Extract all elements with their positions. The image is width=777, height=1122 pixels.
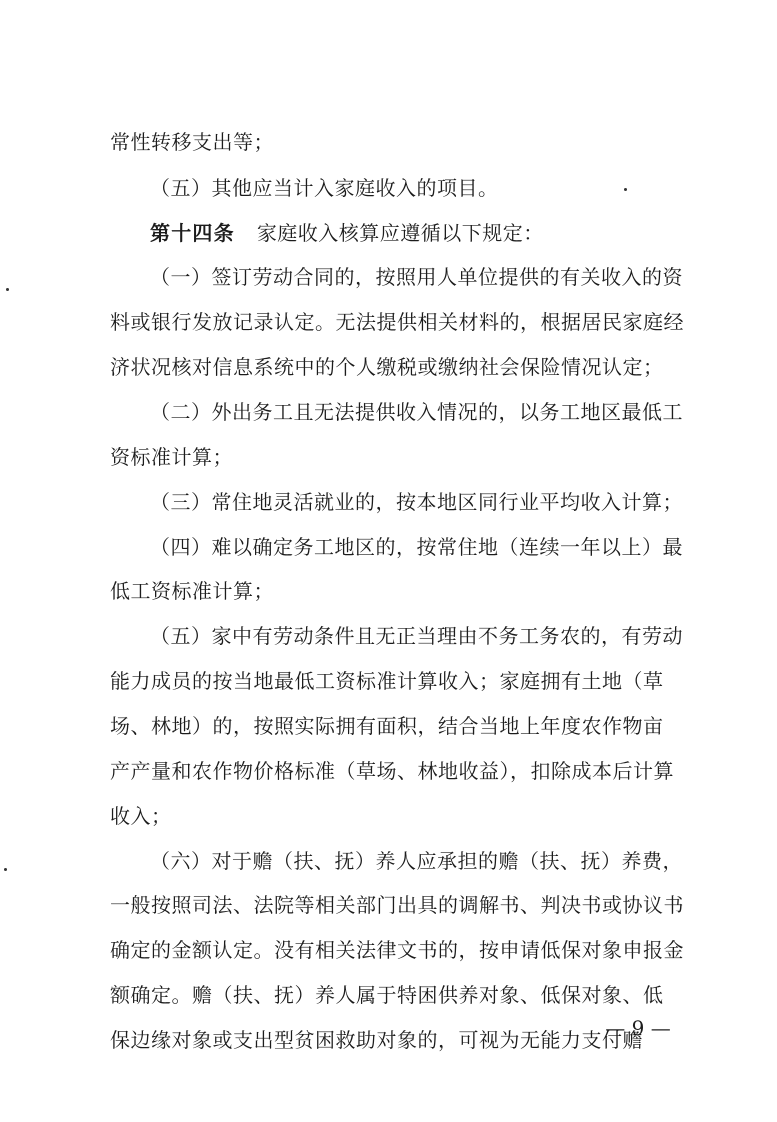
text-line: （五）家中有劳动条件且无正当理由不务工务农的，有劳动 <box>150 624 683 648</box>
text-line: 场、林地）的，按照实际拥有面积，结合当地上年度农作物亩 <box>110 714 664 738</box>
article-number: 第十四条 <box>150 221 235 245</box>
text-line: （三）常住地灵活就业的，按本地区同行业平均收入计算； <box>150 490 683 514</box>
scan-speck <box>4 868 7 871</box>
article-heading-text: 家庭收入核算应遵循以下规定： <box>256 221 544 245</box>
text-line: 一般按照司法、法院等相关部门出具的调解书、判决书或协议书 <box>110 893 684 917</box>
text-line: 济状况核对信息系统中的个人缴税或缴纳社会保险情况认定； <box>110 355 664 379</box>
text-line: （二）外出务工且无法提供收入情况的，以务工地区最低工 <box>150 400 683 424</box>
text-line: （四）难以确定务工地区的，按常住地（连续一年以上）最 <box>150 535 683 559</box>
scan-speck <box>6 288 9 291</box>
text-line: 额确定。赡（扶、抚）养人属于特困供养对象、低保对象、低 <box>110 983 664 1007</box>
article-heading-line <box>150 221 690 245</box>
text-line: 常性转移支出等； <box>110 130 274 154</box>
text-line: 料或银行发放记录认定。无法提供相关材料的，根据居民家庭经 <box>110 310 684 334</box>
text-line: 保边缘对象或支出型贫困救助对象的，可视为无能力支付赡 <box>110 1028 643 1052</box>
text-line: （六）对于赡（扶、抚）养人应承担的赡（扶、抚）养费， <box>150 849 683 873</box>
text-line: （五）其他应当计入家庭收入的项目。 <box>150 176 499 200</box>
text-line: 收入； <box>110 804 172 828</box>
scan-speck <box>624 188 627 191</box>
text-line: 资标准计算； <box>110 445 233 469</box>
text-line: 确定的金额认定。没有相关法律文书的，按申请低保对象申报金 <box>110 938 684 962</box>
text-line: 能力成员的按当地最低工资标准计算收入；家庭拥有土地（草 <box>110 669 664 693</box>
page-number: — 9 — <box>605 1016 671 1040</box>
text-line: （一）签订劳动合同的，按照用人单位提供的有关收入的资 <box>150 265 683 289</box>
text-line: 低工资标准计算； <box>110 579 274 603</box>
text-line: 产产量和农作物价格标准（草场、林地收益），扣除成本后计算 <box>110 759 674 783</box>
